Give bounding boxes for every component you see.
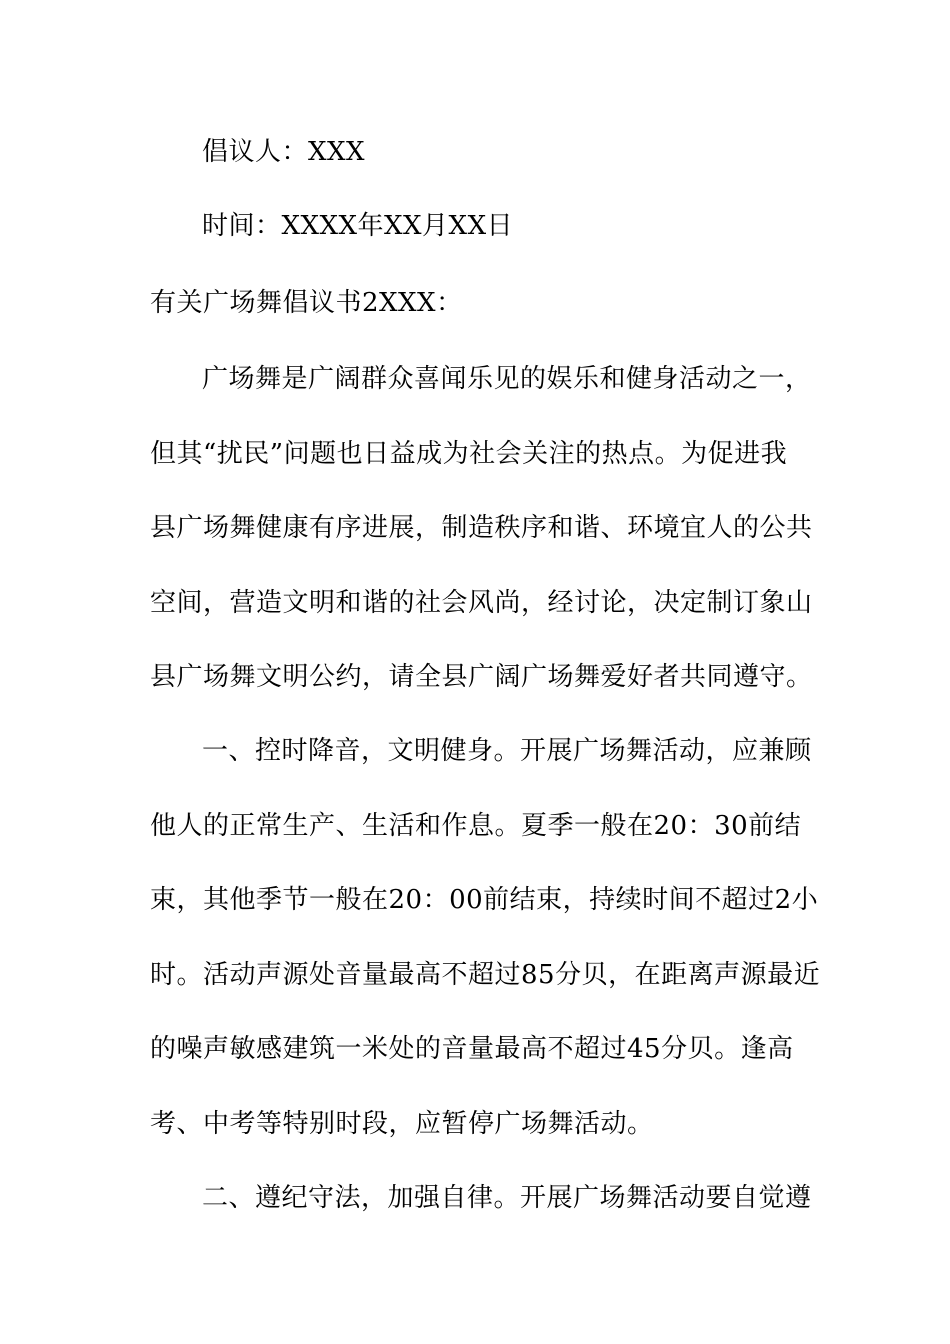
paragraph-line: 但其“扰民”问题也日益成为社会关注的热点。为促进我 bbox=[150, 439, 788, 469]
section-one-line: 的噪声敏感建筑一米处的音量最高不超过45分贝。逢高 bbox=[150, 1034, 794, 1064]
paragraph-line: 县广场舞健康有序进展，制造秩序和谐、环境宜人的公共 bbox=[150, 513, 813, 543]
initiator-line: 倡议人：XXX bbox=[202, 137, 366, 167]
paragraph-line: 广场舞是广阔群众喜闻乐见的娱乐和健身活动之一， bbox=[202, 364, 812, 394]
paragraph-line: 县广场舞文明公约，请全县广阔广场舞爱好者共同遵守。 bbox=[150, 662, 813, 692]
section-one-line: 时。活动声源处音量最高不超过85分贝，在距离声源最近 bbox=[150, 960, 821, 990]
document-title: 有关广场舞倡议书2XXX： bbox=[150, 288, 463, 318]
section-one-line: 考、中考等特别时段，应暂停广场舞活动。 bbox=[150, 1109, 654, 1139]
section-two-line: 二、遵纪守法，加强自律。开展广场舞活动要自觉遵 bbox=[202, 1183, 812, 1213]
date-line: 时间：XXXX年XX月XX日 bbox=[202, 211, 514, 241]
section-one-line: 束，其他季节一般在20：00前结束，持续时间不超过2小 bbox=[150, 885, 819, 915]
section-one-line: 他人的正常生产、生活和作息。夏季一般在20：30前结 bbox=[150, 811, 802, 841]
section-one-line: 一、控时降音，文明健身。开展广场舞活动，应兼顾 bbox=[202, 736, 812, 766]
paragraph-line: 空间，营造文明和谐的社会风尚，经讨论，决定制订象山 bbox=[150, 588, 813, 618]
